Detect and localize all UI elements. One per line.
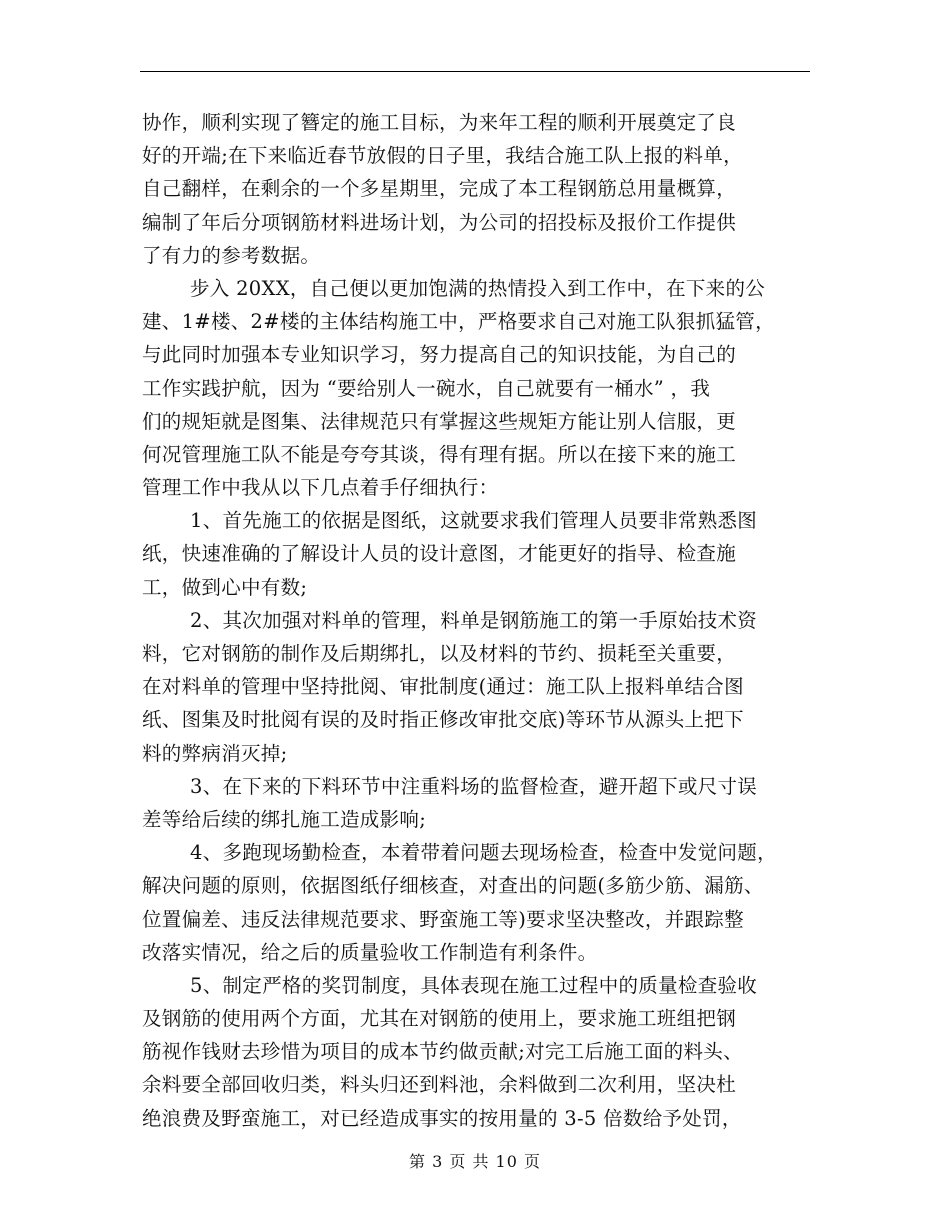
paragraph-line: 协作，顺利实现了簪定的施工目标，为来年工程的顺利开展奠定了良 [142,111,737,134]
paragraph-line: 料的弊病消灭掉; [142,741,288,765]
paragraph-first-line: 步入 20XX，自己便以更加饱满的热情投入到工作中，在下来的公 [190,276,766,300]
paragraph-line: 纸、图集及时批阅有误的及时指正修改审批交底)等环节从源头上把下 [142,708,744,732]
paragraph-line: 余料要全部回收归类，料头归还到料池，余料做到二次利用，坚决杜 [142,1073,737,1097]
paragraph-line: 们的规矩就是图集、法律规范只有掌握这些规矩方能让别人信服，更 [142,409,737,433]
paragraph-first-line: 5、制定严格的奖罚制度，具体表现在施工过程中的质量检查验收 [190,973,758,997]
paragraph-line: 差等给后续的绑扎施工造成影响; [142,807,427,831]
header-rule [140,71,810,72]
paragraph-first-line: 2、其次加强对料单的管理，料单是钢筋施工的第一手原始技术资 [190,608,758,632]
paragraph-line: 何况管理施工队不能是夸夸其谈，得有理有据。所以在接下来的施工 [142,442,737,466]
paragraph-line: 在对料单的管理中坚持批阅、审批制度(通过：施工队上报料单结合图 [142,675,744,699]
paragraph-first-line: 1、首先施工的依据是图纸，这就要求我们管理人员要非常熟悉图 [190,509,758,533]
paragraph-line: 筋视作钱财去珍惜为项目的成本节约做贡献;对完工后施工面的料头、 [142,1040,743,1064]
paragraph-line: 编制了年后分项钢筋材料进场计划，为公司的招投标及报价工作提供 [142,210,737,234]
paragraph-first-line: 4、多跑现场勤检查，本着带着问题去现场检查，检查中发觉问题， [190,841,777,865]
paragraph-line: 工作实践护航，因为 “要给别人一碗水，自己就要有一桶水” ，我 [142,376,711,400]
document-body [142,106,814,1135]
paragraph-line: 改落实情况，给之后的质量验收工作制造有利条件。 [142,940,598,964]
paragraph-line: 自己翻样，在剩余的一个多星期里，完成了本工程钢筋总用量概算， [142,177,737,201]
paragraph-line: 解决问题的原则，依据图纸仔细核查，对查出的问题(多筋少筋、漏筋、 [142,874,764,898]
paragraph-line: 工，做到心中有数; [142,575,308,599]
paragraph-line: 料，它对钢筋的制作及后期绑扎，以及材料的节约、损耗至关重要， [142,642,737,665]
paragraph-line: 绝浪费及野蛮施工，对已经造成事实的按用量的 3-5 倍数给予处罚， [142,1106,742,1130]
paragraph-line: 及钢筋的使用两个方面，尤其在对钢筋的使用上，要求施工班组把钢 [142,1007,737,1031]
paragraph-line: 建、1#楼、2#楼的主体结构施工中，严格要求自己对施工队狠抓猛管， [142,310,775,334]
paragraph-line: 位置偏差、违反法律规范要求、野蛮施工等)要求坚决整改，并跟踪整 [142,907,744,931]
paragraph-first-line: 3、在下来的下料环节中注重料场的监督检查，避开超下或尺寸误 [190,774,758,798]
paragraph-line: 好的开端;在下来临近春节放假的日子里，我结合施工队上报的料单， [142,144,743,168]
paragraph-line: 了有力的参考数据。 [142,243,321,267]
paragraph-line: 管理工作中我从以下几点着手仔细执行： [142,476,499,500]
page-number-footer: 第 3 页 共 10 页 [409,1152,541,1171]
paragraph-line: 纸，快速准确的了解设计人员的设计意图，才能更好的指导、检查施 [142,542,737,566]
paragraph-line: 与此同时加强本专业知识学习，努力提高自己的知识技能，为自己的 [142,343,737,367]
